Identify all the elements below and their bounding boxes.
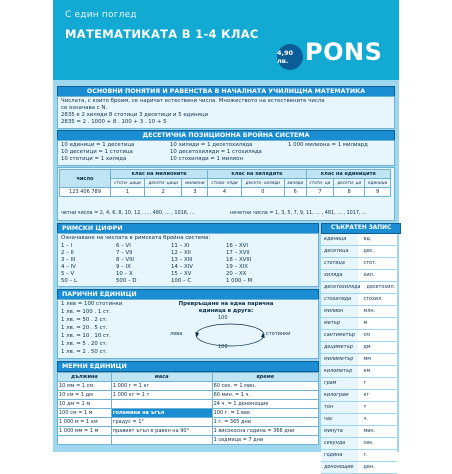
roman-item: 50 – L xyxy=(61,278,77,284)
class-sub-2: десети- цици xyxy=(144,179,181,188)
abbr-title: СЪКРАТЕН ЗАПИС xyxy=(321,223,401,234)
roman-item: 3 – III xyxy=(61,257,76,263)
abbr-short: стот. xyxy=(358,258,398,270)
money-title: ПАРИЧНИ ЕДИНИЦИ xyxy=(57,289,319,300)
abbr-row xyxy=(321,414,397,426)
class-sub-1: стоти- цици xyxy=(111,179,145,188)
decimal-title: ДЕСЕТИЧНА ПОЗИЦИОННА БРОЙНА СИСТЕМА xyxy=(57,130,395,141)
abbr-word: хиляда xyxy=(321,270,358,282)
abbr-word: километър xyxy=(321,366,358,378)
class-sub-8: десети- ци xyxy=(334,179,365,188)
measures-cell: големина на ъгъл xyxy=(111,409,212,418)
class-digit-6: 6 xyxy=(284,188,306,197)
measures-cell: правият ъгъл е равен на 90° xyxy=(111,427,212,436)
abbr-short: км xyxy=(358,366,398,378)
abbr-word: стотица xyxy=(321,258,358,270)
measures-cell xyxy=(111,436,212,445)
abbr-word: стохиляда xyxy=(321,294,358,306)
abbr-row xyxy=(321,258,397,270)
class-digit-4: 4 xyxy=(208,188,242,197)
measures-cell: 10 мм = 1 см xyxy=(58,382,112,391)
money-row: 1 лв. = 100 . 1 ст. xyxy=(61,309,111,315)
header-band xyxy=(53,0,399,80)
intro-line-4: 2835 = 2 . 1000 + 8 . 100 + 3 . 10 + 5 xyxy=(61,119,167,125)
abbr-word: единица xyxy=(321,234,358,246)
roman-item: 17 – XVII xyxy=(226,250,250,256)
abbr-row xyxy=(321,234,397,246)
abbr-short: мм xyxy=(358,354,398,366)
roman-item: 1 – I xyxy=(61,243,73,249)
measures-cell: 1 000 г = 1 кг xyxy=(111,382,212,391)
price-badge: 4,90 лв. xyxy=(277,44,303,70)
header-title: МАТЕМАТИКАТА В 1-4 КЛАС xyxy=(65,27,259,41)
class-sub-9: единици xyxy=(365,179,391,188)
measures-head-mass: маса xyxy=(111,373,212,382)
measures-row xyxy=(58,418,319,427)
class-sub-4: стохи- ляди xyxy=(208,179,242,188)
abbr-word: милиметър xyxy=(321,354,358,366)
class-digit-7: 7 xyxy=(306,188,334,197)
roman-item: 5 – V xyxy=(61,271,75,277)
money-conversion-title: Превръщане на една парична единица в друга: xyxy=(178,301,274,314)
abbr-word: тон xyxy=(321,402,358,414)
abbr-row xyxy=(321,342,397,354)
measures-cell: 1 седмица = 7 дни xyxy=(212,436,318,445)
decimal-c2-2: 10 десетохиляди = 1 стохиляда xyxy=(170,149,262,155)
abbr-word: милион xyxy=(321,306,358,318)
class-head-number: число xyxy=(60,170,111,188)
roman-item: 1 000 – M xyxy=(226,278,253,284)
card xyxy=(53,0,399,470)
abbr-short: г. xyxy=(358,450,398,462)
class-digit-8: 8 xyxy=(334,188,365,197)
roman-intro: Означаване на числата в римската бройна система: xyxy=(61,235,211,241)
money-bottom-value: 100 xyxy=(218,344,228,350)
even-numbers: четни числа = 2, 4, 6, 8, 10, 12, ... , 480, ... , 1016, ... xyxy=(61,210,195,216)
measures-cell: градус = 1° xyxy=(111,418,212,427)
money-row: 1 лв. = 10 . 10 ст. xyxy=(61,333,111,339)
decimal-c1-3: 10 стотици = 1 хиляда xyxy=(61,156,127,162)
measures-row xyxy=(58,436,319,445)
abbr-row xyxy=(321,354,397,366)
roman-item: 7 – VII xyxy=(116,250,133,256)
abbr-row xyxy=(321,426,397,438)
class-head-millions: клас на милионите xyxy=(111,170,208,179)
abbr-list xyxy=(321,234,397,474)
class-digit-3: 3 xyxy=(182,188,208,197)
abbr-short: г xyxy=(358,378,398,390)
measures-row xyxy=(58,409,319,418)
roman-item: 15 – XV xyxy=(171,271,192,277)
abbr-short: ден. xyxy=(358,462,398,474)
roman-box xyxy=(57,233,319,287)
class-table xyxy=(59,169,391,197)
money-row: 1 лв. = 5 . 20 ст. xyxy=(61,341,108,347)
abbr-row xyxy=(321,402,397,414)
money-right-unit: стотинки xyxy=(266,331,291,337)
roman-item: 10 – X xyxy=(116,271,133,277)
roman-item: 500 – D xyxy=(116,278,137,284)
abbr-row xyxy=(321,390,397,402)
abbr-short: дм xyxy=(358,342,398,354)
abbr-word: минута xyxy=(321,426,358,438)
abbr-word: метър xyxy=(321,318,358,330)
class-sub-3: милиони xyxy=(182,179,208,188)
money-row: 1 лев = 100 стотинки xyxy=(61,301,123,307)
pons-logo: PONS xyxy=(305,38,383,66)
measures-cell: 60 мин. = 1 ч. xyxy=(212,391,318,400)
abbr-short: м xyxy=(358,318,398,330)
main-banner: ОСНОВНИ ПОНЯТИЯ И РАВЕНСТВА В НАЧАЛНАТА УЧИЛИЩНА МАТЕМАТИКА xyxy=(57,86,395,97)
abbr-row xyxy=(321,318,397,330)
abbr-short: десетохил. xyxy=(360,282,397,294)
measures-row xyxy=(58,400,319,409)
roman-item: 9 – IX xyxy=(116,264,131,270)
money-left-unit: лева xyxy=(170,331,183,337)
class-sub-6: хиляди xyxy=(284,179,306,188)
roman-item: 100 – C xyxy=(171,278,192,284)
measures-head-length: дължина xyxy=(58,373,112,382)
measures-cell: 1 г. = 365 дни xyxy=(212,418,318,427)
measures-cell: 100 см = 1 м xyxy=(58,409,112,418)
money-box xyxy=(57,299,319,359)
roman-item: 6 – VI xyxy=(116,243,131,249)
measures-cell: 100 г. = 1 век xyxy=(212,409,318,418)
abbr-short: сек. xyxy=(358,438,398,450)
abbr-word: грам xyxy=(321,378,358,390)
abbr-word: килограм xyxy=(321,390,358,402)
abbr-row xyxy=(321,438,397,450)
money-row: 1 лв. = 50 . 2 ст. xyxy=(61,317,108,323)
abbr-word: десетохиляда xyxy=(321,282,360,294)
measures-cell xyxy=(111,400,212,409)
abbr-short: см xyxy=(358,330,398,342)
roman-item: 14 – XIV xyxy=(171,264,193,270)
intro-line-1: Числата, с които броим, се наричат естествени числа. Множеството на естествените числа xyxy=(61,98,325,104)
intro-line-2: се означава с N. xyxy=(61,105,108,111)
class-head-thousands: клас на хилядите xyxy=(208,170,306,179)
roman-item: 19 – XIX xyxy=(226,264,248,270)
abbr-word: десетица xyxy=(321,246,358,258)
abbr-row xyxy=(321,378,397,390)
abbr-row xyxy=(321,270,397,282)
money-row: 1 лв. = 20 . 5 ст. xyxy=(61,325,108,331)
roman-item: 11 – XI xyxy=(171,243,190,249)
abbr-short: т xyxy=(358,402,398,414)
abbr-word: секунда xyxy=(321,438,358,450)
roman-item: 18 – XVIII xyxy=(226,257,252,263)
abbr-short: кг xyxy=(358,390,398,402)
class-sub-7: стоти- ци xyxy=(306,179,334,188)
abbr-short: мин. xyxy=(358,426,398,438)
measures-cell: 1 000 мм = 1 м xyxy=(58,427,112,436)
measures-row xyxy=(58,391,319,400)
abbr-row xyxy=(321,246,397,258)
abbr-row xyxy=(321,462,397,474)
roman-item: 2 – II xyxy=(61,250,74,256)
roman-item: 8 – VIII xyxy=(116,257,135,263)
measures-title: МЕРНИ ЕДИНИЦИ xyxy=(57,361,319,372)
decimal-c3-1: 1 000 милиона = 1 милиард xyxy=(288,142,368,148)
measures-cell: 10 см = 1 дм xyxy=(58,391,112,400)
measures-cell: 24 ч. = 1 денонощие xyxy=(212,400,318,409)
class-number: 123 406 789 xyxy=(60,188,111,197)
money-top-value: 100 xyxy=(218,315,228,321)
measures-table xyxy=(57,372,319,445)
measures-cell: 60 сек. = 1 мин. xyxy=(212,382,318,391)
measures-head-time: време xyxy=(212,373,318,382)
money-row: 1 лв. = 2 . 50 ст. xyxy=(61,349,108,355)
class-digit-1: 1 xyxy=(111,188,145,197)
abbr-row xyxy=(321,282,397,294)
roman-item: 4 – IV xyxy=(61,264,76,270)
measures-cell: 1 високосна година = 366 дни xyxy=(212,427,318,436)
decimal-c1-1: 10 единици = 1 десетица xyxy=(61,142,135,148)
class-digit-5: 0 xyxy=(241,188,284,197)
abbr-word: дециметър xyxy=(321,342,358,354)
roman-item: 20 – XX xyxy=(226,271,247,277)
intro-box xyxy=(57,96,395,129)
intro-line-3: 2835 е 2 хиляди 8 стотици 3 десетици и 5 единици xyxy=(61,112,209,118)
abbr-short: ед. xyxy=(358,234,398,246)
measures-cell: 1 000 м = 1 км xyxy=(58,418,112,427)
roman-item: 12 – XII xyxy=(171,250,191,256)
abbr-word: сантиметър xyxy=(321,330,358,342)
abbr-short: дес. xyxy=(358,246,398,258)
roman-item: 16 – XVI xyxy=(226,243,248,249)
abbr-short: стохил. xyxy=(358,294,398,306)
abbr-row xyxy=(321,330,397,342)
class-box xyxy=(57,167,395,221)
measures-row xyxy=(58,382,319,391)
measures-cell: 10 дм = 1 м xyxy=(58,400,112,409)
class-head-units: клас на единиците xyxy=(306,170,390,179)
measures-cell: 1 000 кг = 1 т xyxy=(111,391,212,400)
abbr-word: година xyxy=(321,450,358,462)
class-digit-9: 9 xyxy=(365,188,391,197)
measures-cell xyxy=(58,436,112,445)
abbr-short: хил. xyxy=(358,270,398,282)
abbr-short: млн. xyxy=(358,306,398,318)
abbr-row xyxy=(321,306,397,318)
decimal-c2-1: 10 хиляди = 1 десетохиляда xyxy=(170,142,253,148)
abbr-word: час xyxy=(321,414,358,426)
abbr-row xyxy=(321,294,397,306)
decimal-box xyxy=(57,140,395,166)
measures-row xyxy=(58,427,319,436)
decimal-c2-3: 10 стохиляди = 1 милион xyxy=(170,156,244,162)
class-digit-2: 2 xyxy=(144,188,181,197)
class-sub-5: десето- хиляди xyxy=(241,179,284,188)
abbr-row xyxy=(321,366,397,378)
abbr-word: денонощие xyxy=(321,462,358,474)
odd-numbers: нечетни числа = 1, 3, 5, 7, 9, 11, ... , 481, ... , 1017, ... xyxy=(230,210,367,216)
abbr-short: ч. xyxy=(358,414,398,426)
header-subtitle: С един поглед xyxy=(65,10,137,20)
abbr-row xyxy=(321,450,397,462)
roman-title: РИМСКИ ЦИФРИ xyxy=(57,223,319,234)
roman-item: 13 – XIII xyxy=(171,257,193,263)
decimal-c1-2: 10 десетици = 1 стотица xyxy=(61,149,133,155)
